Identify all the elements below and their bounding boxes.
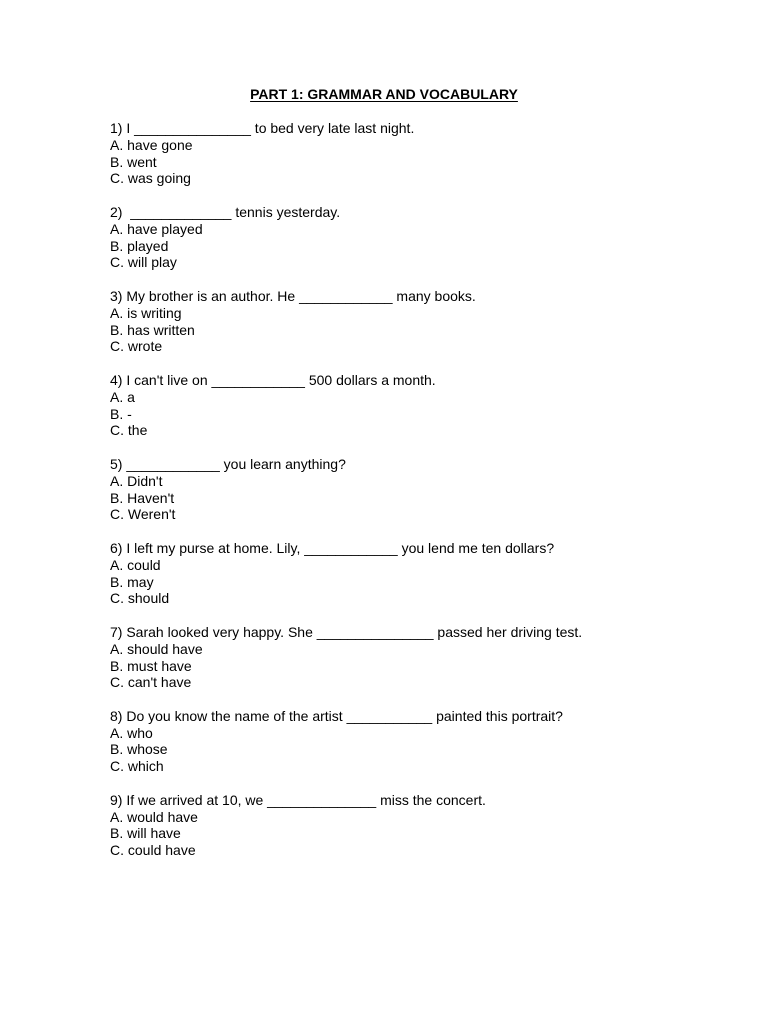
answer-option-b: B. whose: [110, 741, 168, 758]
question-4: [110, 372, 730, 439]
answer-option-c: C. could have: [110, 842, 196, 859]
question-stem: 1) I _______________ to bed very late last night.: [110, 120, 415, 136]
answer-option-c: C. should: [110, 590, 170, 607]
question-6: [110, 540, 730, 607]
question-1: [110, 120, 730, 187]
question-stem: 9) If we arrived at 10, we ______________ miss the concert.: [110, 791, 486, 808]
answer-option-b: B. must have: [110, 657, 192, 674]
answer-option-b: B. played: [110, 237, 169, 254]
question-stem: 2) _____________ tennis yesterday.: [110, 203, 341, 220]
answer-option-b: B. will have: [110, 825, 181, 842]
answer-option-b: B. may: [110, 573, 154, 590]
answer-option-b: B. Haven't: [110, 489, 175, 506]
answer-option-a: A. a: [110, 388, 135, 405]
answer-option-a: A. is writing: [110, 304, 182, 321]
answer-option-c: C. will play: [110, 254, 177, 271]
question-list: [110, 120, 730, 876]
question-stem: 6) I left my purse at home. Lily, ____________ you lend me ten dollars?: [110, 539, 555, 556]
question-2: [110, 204, 730, 271]
question-stem: 4) I can't live on ____________ 500 dollars a month.: [110, 371, 436, 388]
answer-option-c: C. Weren't: [110, 506, 176, 523]
question-7: [110, 624, 730, 691]
answer-option-a: A. Didn't: [110, 472, 163, 489]
answer-option-b: B. went: [110, 153, 157, 170]
answer-option-c: C. the: [110, 422, 148, 439]
page-title: [0, 85, 768, 103]
question-5: [110, 456, 730, 523]
answer-option-b: B. has written: [110, 321, 195, 338]
question-9: [110, 792, 730, 859]
question-stem: 8) Do you know the name of the artist ___________ painted this portrait?: [110, 707, 563, 724]
answer-option-b: B. -: [110, 405, 132, 422]
answer-option-c: C. wrote: [110, 338, 163, 355]
question-8: [110, 708, 730, 775]
answer-option-c: C. which: [110, 758, 164, 775]
question-stem: 7) Sarah looked very happy. She _______________ passed her driving test.: [110, 623, 583, 640]
answer-option-c: C. can't have: [110, 674, 192, 691]
page-title-text: PART 1: GRAMMAR AND VOCABULARY: [250, 86, 518, 102]
answer-option-a: A. have played: [110, 220, 203, 237]
question-stem: 5) ____________ you learn anything?: [110, 455, 346, 472]
answer-option-a: A. should have: [110, 640, 203, 657]
answer-option-a: A. would have: [110, 808, 198, 825]
question-stem: 3) My brother is an author. He ____________ many books.: [110, 287, 476, 304]
answer-option-a: A. could: [110, 556, 161, 573]
answer-option-a: A. who: [110, 724, 153, 741]
question-3: [110, 288, 730, 355]
answer-option-c: C. was going: [110, 170, 191, 187]
answer-option-a: A. have gone: [110, 136, 193, 153]
